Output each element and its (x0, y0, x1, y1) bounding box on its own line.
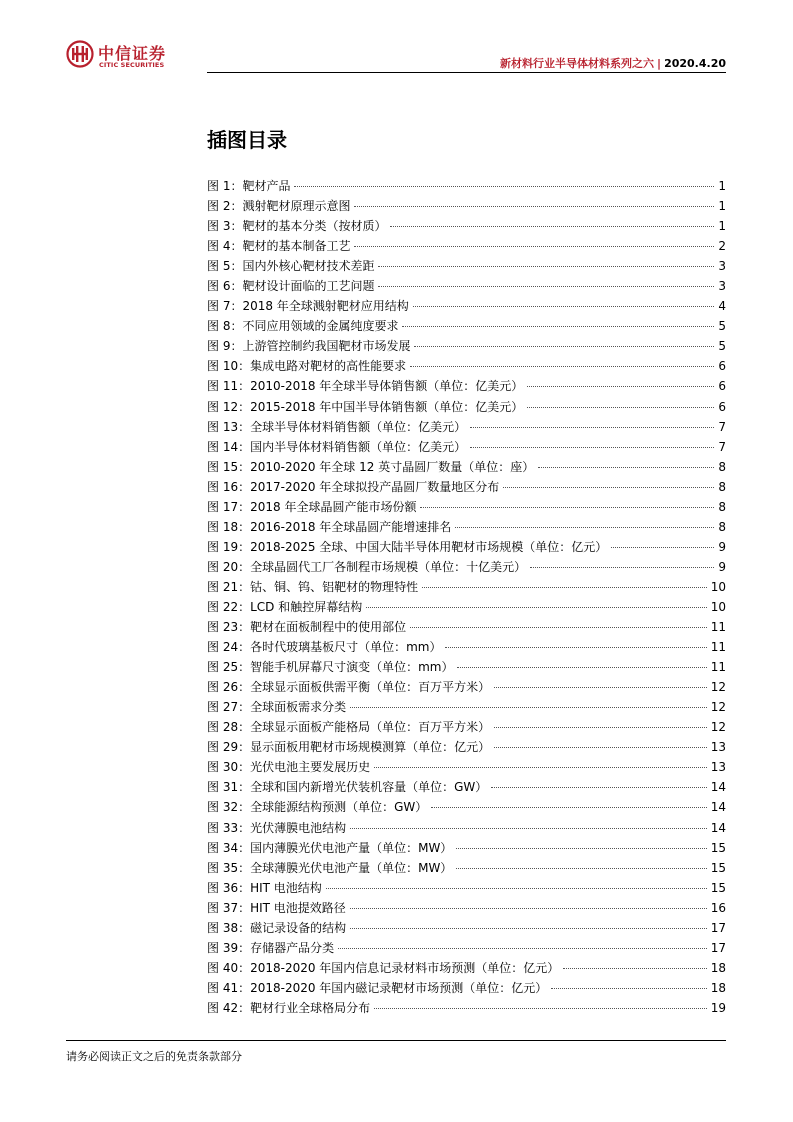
toc-entry-page[interactable]: 8 (718, 519, 726, 534)
toc-entry-page[interactable]: 8 (718, 479, 726, 494)
toc-leader-dots (374, 1008, 707, 1009)
toc-entry-page[interactable]: 6 (718, 399, 726, 414)
toc-leader-dots (503, 487, 714, 488)
citic-securities-logo (66, 40, 176, 74)
toc-entry-page[interactable]: 11 (710, 620, 726, 635)
toc-entry-page[interactable]: 3 (718, 279, 726, 294)
toc-entry[interactable] (207, 797, 726, 817)
toc-leader-dots (294, 186, 714, 187)
toc-entry-label[interactable]: 图 28：全球显示面板产能格局（单位：百万平方米） (207, 720, 491, 735)
logo-english-name: CITIC SECURITIES (99, 61, 165, 69)
toc-leader-dots (455, 527, 714, 528)
toc-entry-page[interactable]: 13 (710, 740, 726, 755)
toc-entry[interactable] (207, 737, 726, 757)
toc-leader-dots (326, 888, 707, 889)
toc-entry-label[interactable]: 图 16：2017-2020 年全球拟投产晶圆厂数量地区分布 (207, 479, 500, 494)
figure-list (207, 176, 726, 1018)
toc-entry[interactable] (207, 918, 726, 938)
toc-entry-page[interactable]: 16 (710, 900, 726, 915)
toc-entry-label[interactable]: 图 23：靶材在面板制程中的使用部位 (207, 620, 407, 635)
toc-entry-label[interactable]: 图 29：显示面板用靶材市场规模测算（单位：亿元） (207, 740, 491, 755)
toc-entry-label[interactable]: 图 21：钴、铜、钨、铝靶材的物理特性 (207, 579, 419, 594)
toc-entry[interactable] (207, 757, 726, 777)
header-divider (207, 72, 726, 73)
toc-entry-page[interactable]: 11 (710, 660, 726, 675)
toc-entry-label[interactable]: 图 18：2016-2018 年全球晶圆产能增速排名 (207, 519, 452, 534)
toc-entry-label[interactable]: 图 1：靶材产品 (207, 179, 291, 193)
footer-disclaimer: 请务必阅读正文之后的免责条款部分 (66, 1050, 242, 1063)
toc-entry[interactable] (207, 457, 726, 477)
toc-entry-label[interactable]: 图 31：全球和国内新增光伏装机容量（单位：GW） (207, 780, 488, 795)
toc-leader-dots (527, 407, 714, 408)
toc-entry[interactable] (207, 597, 726, 617)
toc-leader-dots (611, 547, 714, 548)
toc-entry-label[interactable]: 图 7：2018 年全球溅射靶材应用结构 (207, 299, 409, 314)
toc-entry-page[interactable]: 4 (718, 299, 726, 314)
toc-leader-dots (354, 206, 714, 207)
toc-entry-page[interactable]: 15 (710, 840, 726, 855)
toc-leader-dots (414, 346, 714, 347)
toc-entry[interactable] (207, 938, 726, 958)
logo-chinese-name: 中信证券 (98, 44, 167, 63)
toc-leader-dots (350, 908, 707, 909)
toc-entry-page[interactable]: 18 (710, 960, 726, 975)
toc-entry[interactable] (207, 717, 726, 737)
toc-leader-dots (338, 948, 707, 949)
toc-entry[interactable] (207, 998, 726, 1018)
toc-entry-label[interactable]: 图 17：2018 年全球晶圆产能市场份额 (207, 499, 417, 514)
toc-leader-dots (494, 727, 707, 728)
toc-leader-dots (538, 467, 714, 468)
toc-entry-page[interactable]: 12 (710, 680, 726, 695)
toc-entry[interactable] (207, 256, 726, 276)
toc-entry-label[interactable]: 图 41：2018-2020 年国内磁记录靶材市场预测（单位：亿元） (207, 980, 548, 995)
toc-entry-label[interactable]: 图 39：存储器产品分类 (207, 940, 335, 955)
toc-entry[interactable] (207, 216, 726, 236)
toc-entry[interactable] (207, 697, 726, 717)
toc-entry-page[interactable]: 14 (710, 800, 726, 815)
toc-entry-label[interactable]: 图 33：光伏薄膜电池结构 (207, 820, 347, 835)
toc-entry-page[interactable]: 11 (710, 640, 726, 655)
toc-entry[interactable] (207, 316, 726, 336)
toc-entry-page[interactable]: 18 (710, 980, 726, 995)
toc-leader-dots (402, 326, 714, 327)
toc-entry[interactable] (207, 376, 726, 396)
toc-entry-page[interactable]: 2 (718, 239, 726, 254)
toc-entry[interactable] (207, 176, 726, 196)
toc-leader-dots (456, 848, 706, 849)
toc-entry-page[interactable]: 5 (718, 339, 726, 354)
toc-entry-label[interactable]: 图 38：磁记录设备的结构 (207, 920, 347, 935)
toc-entry-page[interactable]: 12 (710, 700, 726, 715)
toc-leader-dots (420, 507, 714, 508)
toc-leader-dots (431, 807, 706, 808)
toc-entry-label[interactable]: 图 11：2010-2018 年全球半导体销售额（单位：亿美元） (207, 379, 524, 394)
toc-entry-label[interactable]: 图 27：全球面板需求分类 (207, 700, 347, 715)
toc-leader-dots (350, 928, 707, 929)
toc-entry-label[interactable]: 图 20：全球晶圆代工厂各制程市场规模（单位：十亿美元） (207, 559, 527, 574)
toc-entry[interactable] (207, 577, 726, 597)
toc-entry-label[interactable]: 图 40：2018-2020 年国内信息记录材料市场预测（单位：亿元） (207, 960, 560, 975)
toc-leader-dots (527, 386, 714, 387)
toc-entry[interactable] (207, 657, 726, 677)
toc-entry-label[interactable]: 图 3：靶材的基本分类（按材质） (207, 219, 387, 234)
toc-entry-label[interactable]: 图 24：各时代玻璃基板尺寸（单位：mm） (207, 640, 442, 655)
toc-leader-dots (457, 667, 706, 668)
toc-entry[interactable] (207, 978, 726, 998)
toc-entry[interactable] (207, 637, 726, 657)
toc-entry[interactable] (207, 557, 726, 577)
toc-entry-page[interactable]: 8 (718, 459, 726, 474)
toc-entry-page[interactable]: 6 (718, 379, 726, 394)
toc-entry-label[interactable]: 图 14：国内半导体材料销售额（单位：亿美元） (207, 439, 467, 454)
toc-entry-page[interactable]: 10 (710, 599, 726, 614)
toc-entry[interactable] (207, 617, 726, 637)
toc-entry-label[interactable]: 图 37：HIT 电池提效路径 (207, 900, 346, 915)
toc-entry[interactable] (207, 417, 726, 437)
toc-entry[interactable] (207, 537, 726, 557)
toc-entry-page[interactable]: 1 (718, 179, 726, 193)
toc-entry[interactable] (207, 356, 726, 376)
toc-leader-dots (350, 707, 707, 708)
toc-entry-label[interactable]: 图 15：2010-2020 年全球 12 英寸晶圆厂数量（单位：座） (207, 459, 535, 474)
toc-entry-label[interactable]: 图 34：国内薄膜光伏电池产量（单位：MW） (207, 840, 453, 855)
toc-entry-label[interactable]: 图 32：全球能源结构预测（单位：GW） (207, 800, 428, 815)
header-separator: | (657, 57, 662, 70)
toc-entry-label[interactable]: 图 35：全球薄膜光伏电池产量（单位：MW） (207, 860, 453, 875)
toc-entry-page[interactable]: 14 (710, 820, 726, 835)
toc-entry-label[interactable]: 图 26：全球显示面板供需平衡（单位：百万平方米） (207, 680, 491, 695)
toc-entry[interactable] (207, 397, 726, 417)
footer-divider (66, 1040, 726, 1041)
toc-leader-dots (445, 647, 706, 648)
toc-entry-page[interactable]: 13 (710, 760, 726, 775)
toc-entry[interactable] (207, 677, 726, 697)
toc-entry-label[interactable]: 图 6：靶材设计面临的工艺问题 (207, 279, 375, 294)
toc-leader-dots (563, 968, 706, 969)
toc-leader-dots (470, 427, 714, 428)
report-date: 2020.4.20 (664, 57, 726, 70)
toc-leader-dots (378, 286, 714, 287)
toc-leader-dots (530, 567, 714, 568)
toc-leader-dots (413, 306, 715, 307)
toc-entry-page[interactable]: 5 (718, 319, 726, 334)
citic-logo-icon (66, 40, 94, 68)
toc-leader-dots (366, 607, 707, 608)
toc-leader-dots (470, 447, 714, 448)
toc-entry[interactable] (207, 477, 726, 497)
toc-entry-page[interactable]: 1 (718, 219, 726, 234)
toc-entry-page[interactable]: 7 (718, 439, 726, 454)
toc-entry-label[interactable]: 图 12：2015-2018 年中国半导体销售额（单位：亿美元） (207, 399, 524, 414)
toc-entry-page[interactable]: 12 (710, 720, 726, 735)
toc-leader-dots (551, 988, 706, 989)
toc-leader-dots (350, 828, 707, 829)
toc-entry[interactable] (207, 336, 726, 356)
toc-leader-dots (456, 868, 706, 869)
toc-leader-dots (410, 366, 714, 367)
toc-entry[interactable] (207, 296, 726, 316)
toc-entry-label[interactable]: 图 8：不同应用领域的金属纯度要求 (207, 319, 399, 334)
toc-entry-label[interactable]: 图 13：全球半导体材料销售额（单位：亿美元） (207, 419, 467, 434)
toc-entry-page[interactable]: 17 (710, 920, 726, 935)
toc-leader-dots (494, 747, 707, 748)
toc-entry[interactable] (207, 878, 726, 898)
toc-entry-page[interactable]: 6 (718, 359, 726, 374)
toc-entry-page[interactable]: 7 (718, 419, 726, 434)
toc-entry[interactable] (207, 196, 726, 216)
toc-entry-page[interactable]: 9 (718, 539, 726, 554)
toc-entry[interactable] (207, 777, 726, 797)
toc-entry[interactable] (207, 958, 726, 978)
toc-leader-dots (422, 587, 707, 588)
toc-entry-label[interactable]: 图 36：HIT 电池结构 (207, 880, 322, 895)
toc-entry[interactable] (207, 437, 726, 457)
toc-entry[interactable] (207, 858, 726, 878)
toc-entry[interactable] (207, 497, 726, 517)
toc-leader-dots (494, 687, 707, 688)
toc-entry-label[interactable]: 图 25：智能手机屏幕尺寸演变（单位：mm） (207, 660, 454, 675)
toc-entry-label[interactable]: 图 30：光伏电池主要发展历史 (207, 760, 371, 775)
toc-entry[interactable] (207, 818, 726, 838)
toc-leader-dots (374, 767, 707, 768)
toc-entry-label[interactable]: 图 22：LCD 和触控屏幕结构 (207, 599, 363, 614)
toc-entry-page[interactable]: 15 (710, 860, 726, 875)
toc-leader-dots (491, 787, 706, 788)
toc-entry-page[interactable]: 15 (710, 880, 726, 895)
toc-entry-page[interactable]: 17 (710, 940, 726, 955)
toc-entry-label[interactable]: 图 19：2018-2025 全球、中国大陆半导体用靶材市场规模（单位：亿元） (207, 539, 608, 554)
toc-entry-page[interactable]: 14 (710, 780, 726, 795)
toc-leader-dots (390, 226, 714, 227)
report-series: 新材料行业半导体材料系列之六 (500, 57, 655, 70)
toc-leader-dots (378, 266, 714, 267)
toc-entry[interactable] (207, 517, 726, 537)
toc-entry-label[interactable]: 图 5：国内外核心靶材技术差距 (207, 259, 375, 274)
toc-entry-label[interactable]: 图 42：靶材行业全球格局分布 (207, 1000, 371, 1015)
toc-entry-page[interactable]: 8 (718, 499, 726, 514)
toc-leader-dots (410, 627, 707, 628)
report-header (500, 55, 726, 71)
toc-entry[interactable] (207, 898, 726, 918)
toc-entry-page[interactable]: 9 (718, 559, 726, 574)
toc-entry-page[interactable]: 1 (718, 199, 726, 214)
toc-entry-label[interactable]: 图 4：靶材的基本制备工艺 (207, 239, 351, 254)
toc-entry-page[interactable]: 10 (710, 579, 726, 594)
toc-entry-label[interactable]: 图 10：集成电路对靶材的高性能要求 (207, 359, 407, 374)
toc-entry[interactable] (207, 236, 726, 256)
toc-entry-label[interactable]: 图 2：溅射靶材原理示意图 (207, 199, 351, 214)
toc-leader-dots (354, 246, 714, 247)
toc-entry-label[interactable]: 图 9：上游管控制约我国靶材市场发展 (207, 339, 411, 354)
page-title: 插图目录 (207, 128, 287, 152)
toc-entry[interactable] (207, 838, 726, 858)
toc-entry-page[interactable]: 3 (718, 259, 726, 274)
toc-entry[interactable] (207, 276, 726, 296)
toc-entry-page[interactable]: 19 (710, 1000, 726, 1015)
